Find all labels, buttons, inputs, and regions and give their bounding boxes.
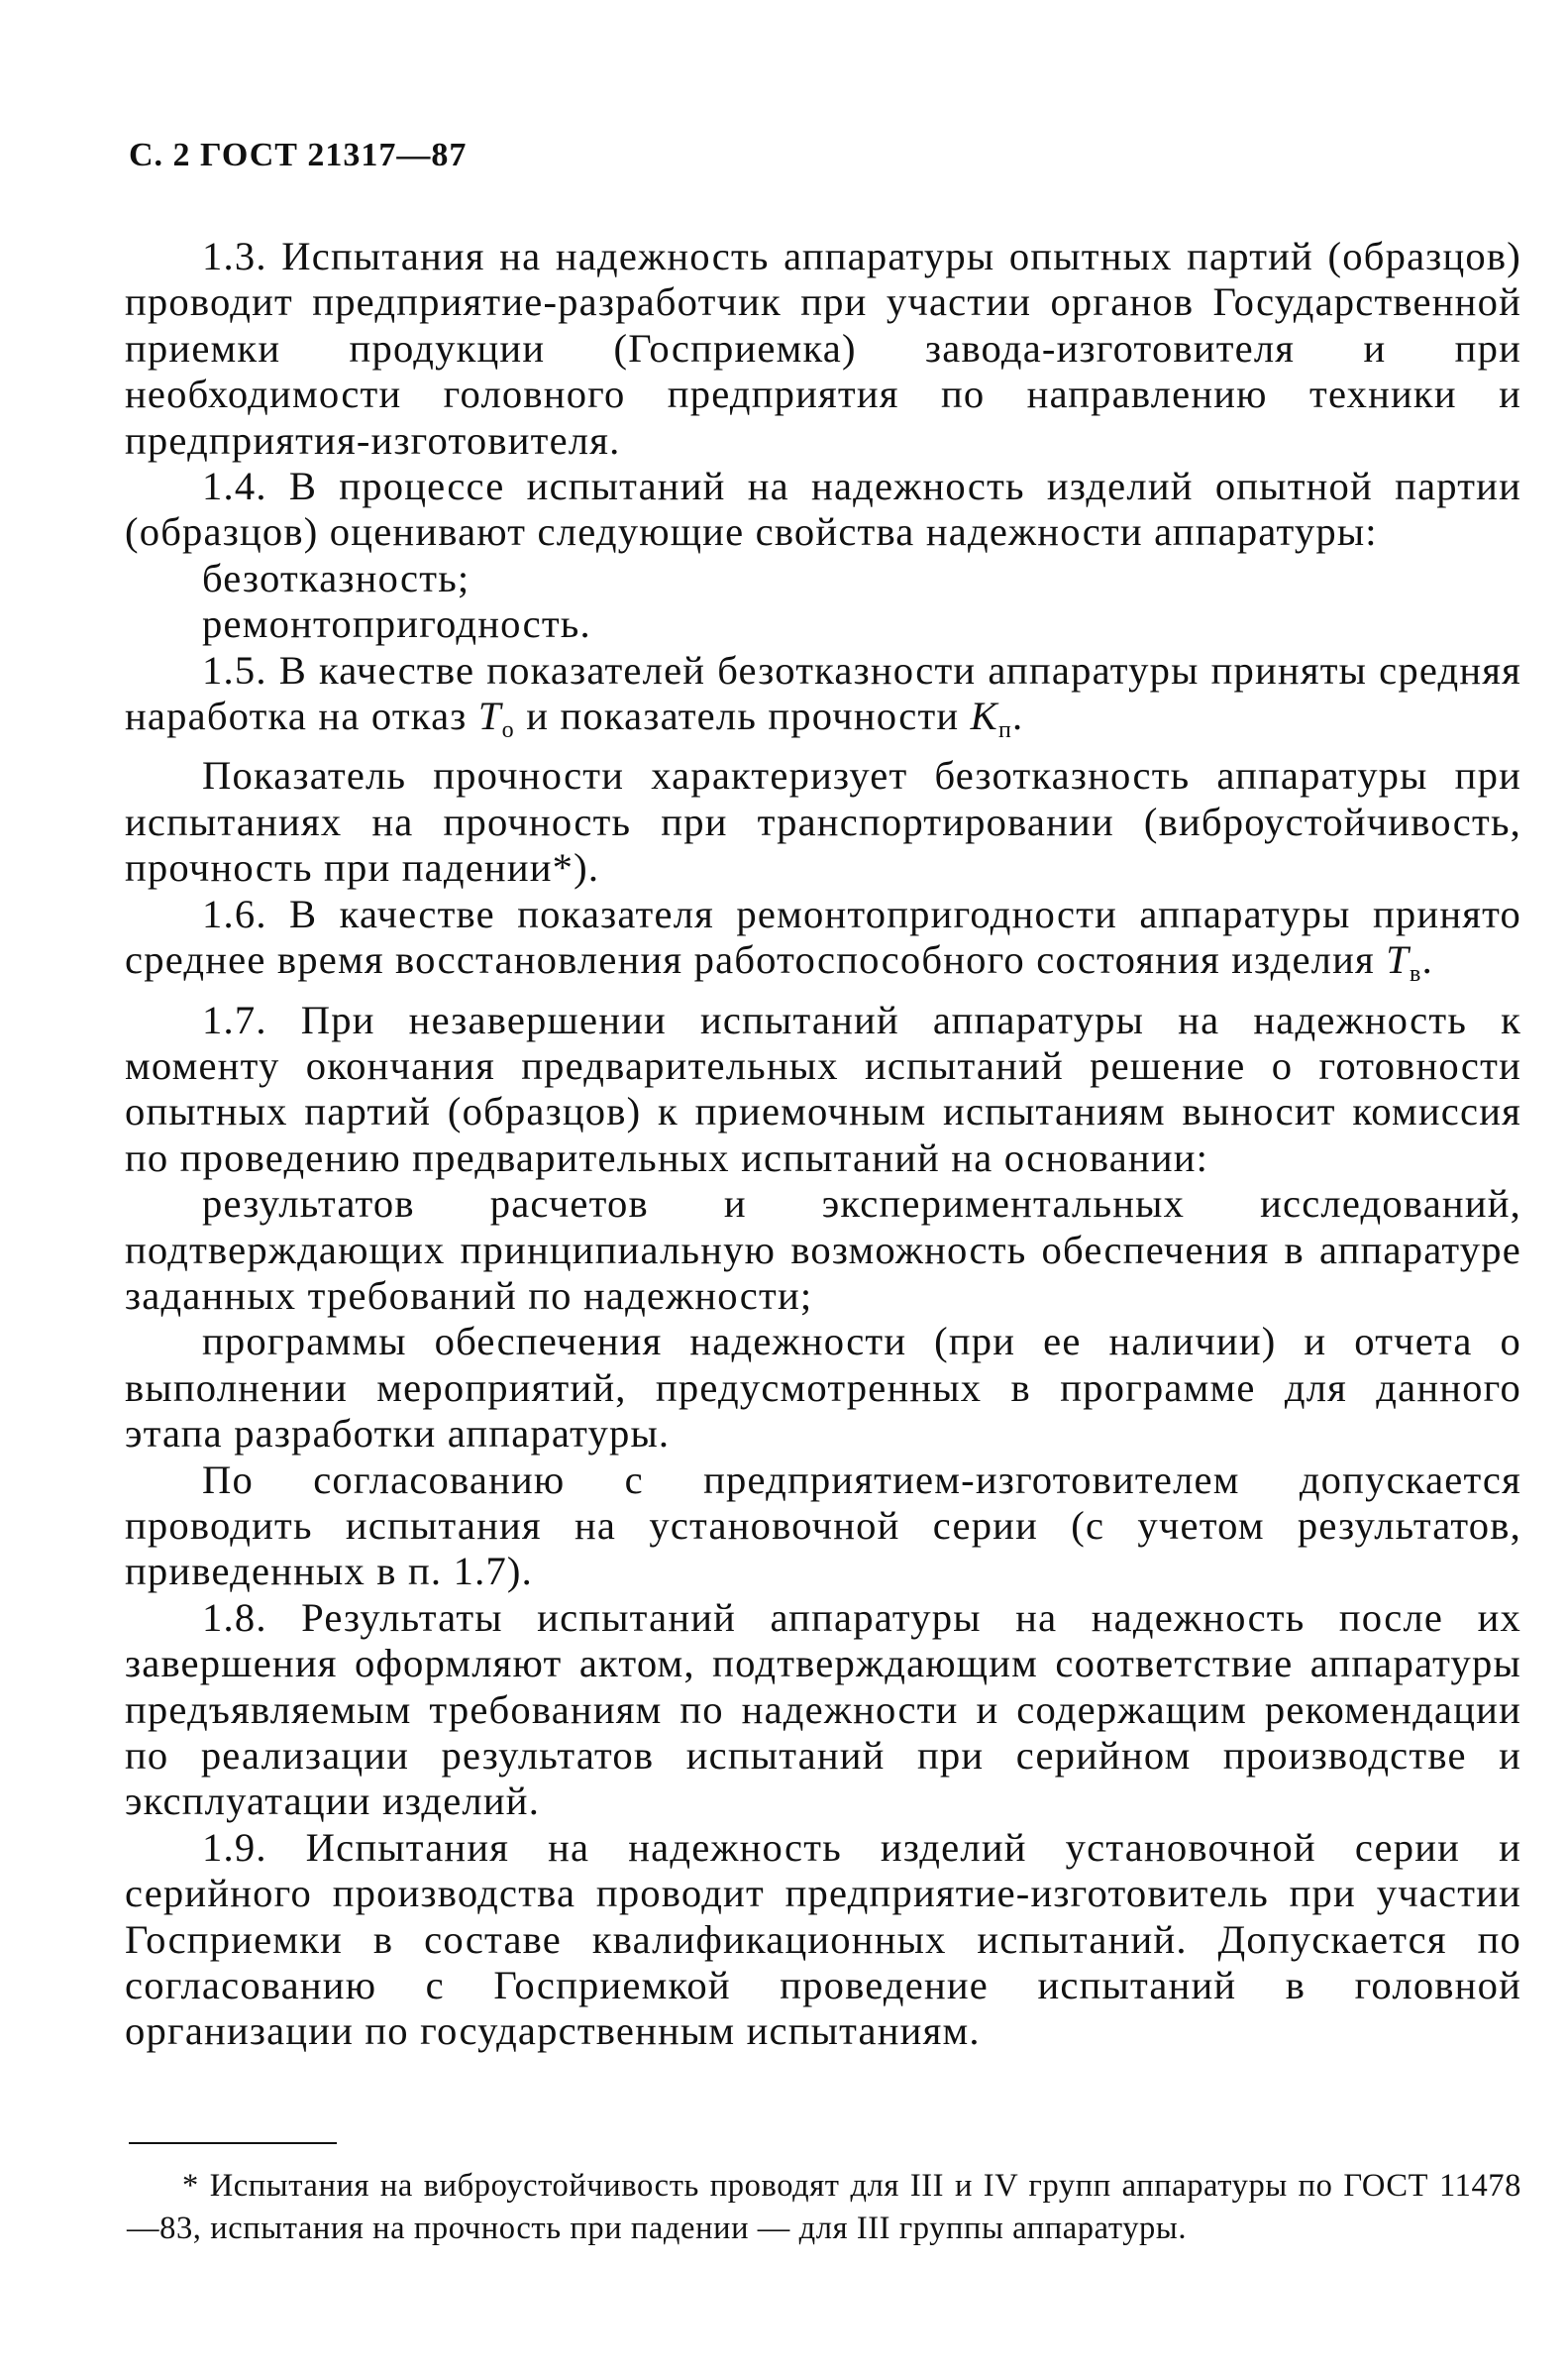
symbol-t0: [477, 694, 515, 744]
symbol-tv-letter: T: [1386, 937, 1411, 983]
footnote: [127, 2165, 1521, 2250]
paragraph-1-6-start: 1.6. В качестве показателя ремонтопригодности аппаратуры принято среднее время восстановления работоспособного состояния изделия: [125, 891, 1521, 983]
footnote-divider: [129, 2142, 337, 2144]
symbol-tv: [1386, 937, 1422, 988]
paragraph-1-5-start: 1.5. В качестве показателей безотказности аппаратуры приняты средняя наработка на отказ: [125, 647, 1521, 739]
list-item-reliability: безотказность;: [202, 555, 470, 600]
symbol-kp: [970, 694, 1012, 744]
paragraph-1-6: [125, 892, 1521, 998]
list-item-program: программы обеспечения надежности (при ее наличии) и отчета о выполнении мероприятий, предусмотренных в программе для данного этапа разработки аппаратуры.: [125, 1319, 1521, 1457]
footnote-text: * Испытания на виброустойчивость проводят для III и IV групп аппаратуры по ГОСТ 11478—83, испытания на прочность при падении — для III группы аппаратуры.: [127, 2168, 1521, 2246]
symbol-kp-subscript: п: [997, 717, 1012, 744]
paragraph-1-9: 1.9. Испытания на надежность изделий установочной серии и серийного производства проводит предприятие-изготовитель при участии Госприемки в составе квалификационных испытаний. Допускается по согласованию с Госприемкой проведение испытаний в головной организации по государственным испытаниям.: [125, 1824, 1521, 2054]
paragraph-1-5-mid: и показатель прочности: [514, 694, 971, 739]
symbol-tv-subscript: в: [1410, 961, 1422, 988]
paragraph-1-3: 1.3. Испытания на надежность аппаратуры опытных партий (образцов) проводит предприятие-разработчик при участии органов Государственной приемки продукции (Госприемка) завода-изготовителя и при необходимости головного предприятия по направлению техники и предприятия-изготовителя.: [125, 234, 1521, 463]
page-header: С. 2 ГОСТ 21317—87: [129, 137, 468, 173]
paragraph-1-7: 1.7. При незавершении испытаний аппаратуры на надежность к моменту окончания предварительных испытаний решение о готовности опытных партий (образцов) к приемочным испытаниям выносит комиссия по проведению предварительных испытаний на основании:: [125, 997, 1521, 1180]
symbol-t0-subscript: о: [501, 717, 515, 744]
paragraph-1-5: [125, 648, 1521, 754]
paragraph-1-8: 1.8. Результаты испытаний аппаратуры на надежность после их завершения оформляют актом, подтверждающим соответствие аппаратуры предъявляемым требованиям по надежности и содержащим рекомендации по реализации результатов испытаний при серийном производстве и эксплуатации изделий.: [125, 1594, 1521, 1824]
paragraph-1-7-agreement: По согласованию с предприятием-изготовителем допускается проводить испытания на установочной серии (с учетом результатов, приведенных в п. 1.7).: [125, 1457, 1521, 1594]
paragraph-1-5-end: .: [1011, 694, 1024, 739]
list-item-calculations: результатов расчетов и экспериментальных исследований, подтверждающих принципиальную возможность обеспечения в аппаратуре заданных требований по надежности;: [125, 1181, 1521, 1318]
paragraph-1-4: 1.4. В процессе испытаний на надежность изделий опытной партии (образцов) оценивают следующие свойства надежности аппаратуры:: [125, 464, 1521, 555]
paragraph-1-6-end: .: [1421, 937, 1433, 983]
symbol-kp-letter: K: [970, 694, 998, 739]
symbol-t0-letter: T: [477, 694, 502, 739]
paragraph-1-5-strength: Показатель прочности характеризует безотказность аппаратуры при испытаниях на прочность при транспортировании (виброустойчивость, прочность при падении*).: [125, 753, 1521, 891]
list-item-maintainability: ремонтопригодность.: [202, 601, 591, 647]
main-text: [125, 234, 1521, 2055]
